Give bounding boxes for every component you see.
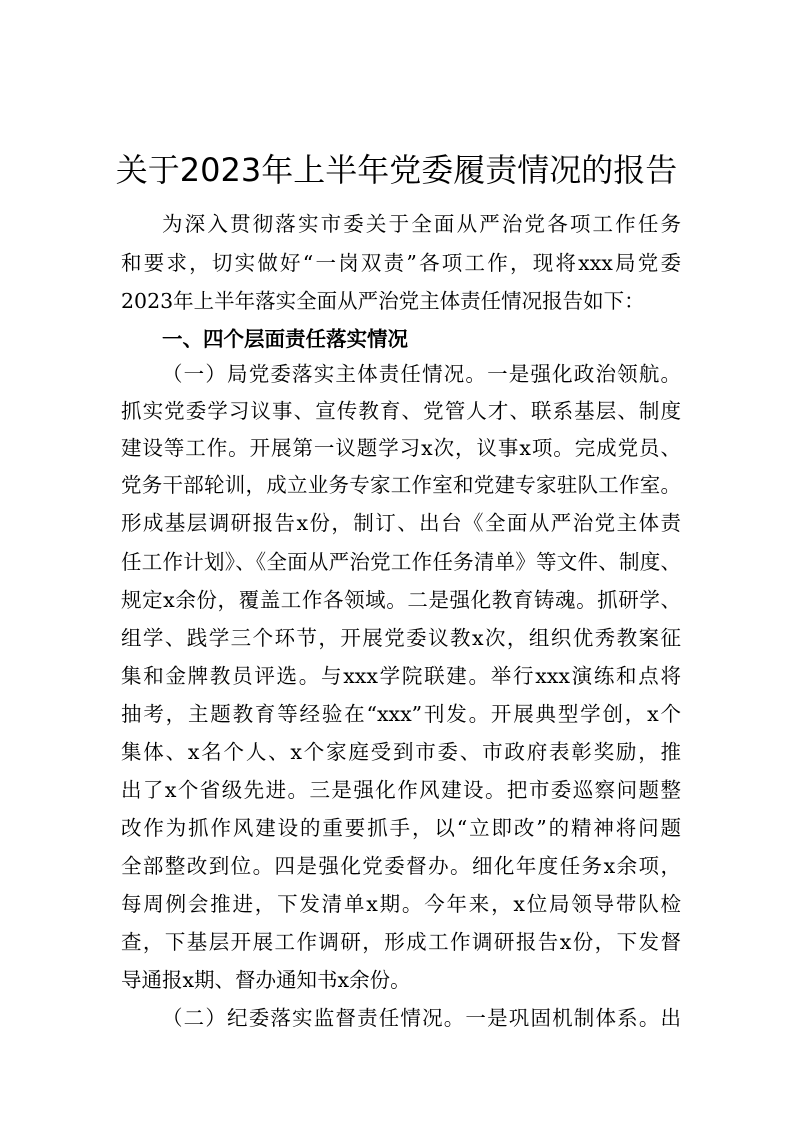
paragraph-line: 为深入贯彻落实市委关于全面从严治党各项工作任务 (162, 212, 681, 236)
paragraph-line: 出了x个省级先进。三是强化作风建设。把市委巡察问题整 (121, 778, 681, 802)
paragraph-line: 形成基层调研报告x份，制订、出台《全面从严治党主体责 (121, 511, 681, 535)
paragraph-line: 抽考，主题教育等经验在“xxx”刊发。开展典型学创，x个 (121, 702, 681, 726)
paragraph-line: 改作为抓作风建设的重要抓手，以“立即改”的精神将问题 (121, 816, 681, 840)
paragraph-line: 抓实党委学习议事、宣传教育、党管人才、联系基层、制度 (121, 399, 681, 423)
paragraph-line: 组学、践学三个环节，开展党委议教x次，组织优秀教案征 (121, 626, 681, 650)
document-title: 关于2023年上半年党委履责情况的报告 (115, 151, 678, 189)
section-heading: 一、四个层面责任落实情况 (162, 327, 408, 351)
paragraph-line: 每周例会推进，下发清单x期。今年来，x位局领导带队检 (121, 892, 681, 916)
paragraph-line: 任工作计划》、《全面从严治党工作任务清单》等文件、制度、 (121, 550, 681, 574)
paragraph-line: （一）局党委落实主体责任情况。一是强化政治领航。 (162, 362, 681, 386)
paragraph-line: 集和金牌教员评选。与xxx学院联建。举行xxx演练和点将 (121, 664, 681, 688)
paragraph-line: 党务干部轮训，成立业务专家工作室和党建专家驻队工作室。 (121, 473, 681, 497)
paragraph-line: 和要求，切实做好“一岗双责”各项工作，现将xxx局党委 (121, 251, 681, 275)
paragraph-line: 集体、x名个人、x个家庭受到市委、市政府表彰奖励，推 (121, 740, 681, 764)
paragraph-line: 全部整改到位。四是强化党委督办。细化年度任务x余项， (121, 854, 681, 878)
paragraph-line: 导通报x期、督办通知书x余份。 (121, 968, 411, 992)
paragraph-line: （二）纪委落实监督责任情况。一是巩固机制体系。出 (162, 1006, 681, 1030)
paragraph-line: 查，下基层开展工作调研，形成工作调研报告x份，下发督 (121, 930, 681, 954)
paragraph-line: 建设等工作。开展第一议题学习x次，议事x项。完成党员、 (121, 436, 681, 460)
paragraph-line: 2023年上半年落实全面从严治党主体责任情况报告如下： (121, 289, 645, 313)
paragraph-line: 规定x余份，覆盖工作各领域。二是强化教育铸魂。抓研学、 (121, 588, 681, 612)
